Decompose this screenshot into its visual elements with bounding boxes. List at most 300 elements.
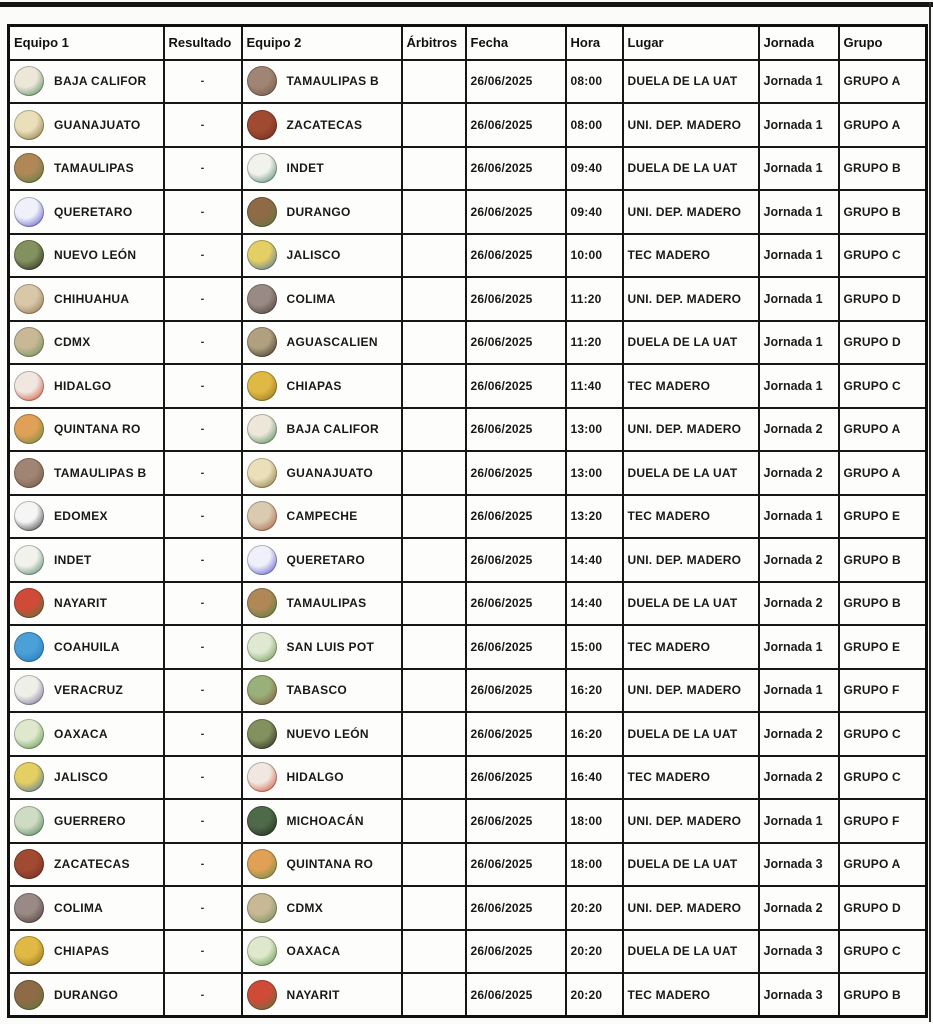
arbitros-cell: [402, 930, 466, 974]
team-name: GUANAJUATO: [54, 117, 141, 132]
grupo-cell: GRUPO F: [839, 799, 927, 843]
equipo2-cell: [242, 669, 402, 713]
lugar-cell: TEC MADERO: [623, 973, 759, 1017]
header-equipo2: Equipo 2: [242, 26, 402, 60]
hora-cell: 13:00: [566, 408, 623, 452]
hora-cell: 13:20: [566, 495, 623, 539]
fecha-cell: 26/06/2025: [466, 843, 566, 887]
team-name: BAJA CALIFOR: [286, 422, 379, 437]
team-name: COLIMA: [286, 291, 336, 306]
team-logo-icon: [247, 980, 277, 1010]
resultado-cell: -: [164, 582, 242, 626]
team-name: TAMAULIPAS: [54, 161, 134, 176]
table-row: [9, 103, 927, 147]
jornada-cell: Jornada 3: [759, 930, 839, 974]
team-logo-icon: [14, 936, 44, 966]
hora-cell: 20:20: [566, 886, 623, 930]
team-name: CAMPECHE: [286, 509, 358, 524]
arbitros-cell: [402, 538, 466, 582]
table-row: [9, 973, 927, 1017]
team-name: TABASCO: [286, 683, 348, 698]
team-logo-icon: [247, 501, 277, 531]
team-logo-icon: [247, 240, 277, 270]
team-name: CDMX: [54, 335, 91, 350]
team-logo-icon: [247, 893, 277, 923]
lugar-cell: UNI. DEP. MADERO: [623, 277, 759, 321]
team-name: COAHUILA: [54, 639, 120, 654]
team-name: CHIAPAS: [286, 378, 342, 393]
team-logo-icon: [14, 762, 44, 792]
team-logo-icon: [247, 153, 277, 183]
team-logo-icon: [14, 371, 44, 401]
hora-cell: 15:00: [566, 625, 623, 669]
team-name: BAJA CALIFOR: [54, 74, 147, 89]
equipo1-cell: [9, 843, 164, 887]
equipo1-cell: [9, 234, 164, 278]
equipo1-cell: [9, 799, 164, 843]
team-logo-icon: [247, 284, 277, 314]
jornada-cell: Jornada 2: [759, 538, 839, 582]
equipo1-cell: [9, 60, 164, 104]
team-name: OAXACA: [54, 726, 108, 741]
page-top-rule: [0, 2, 933, 7]
equipo1-cell: [9, 756, 164, 800]
team-logo-icon: [14, 980, 44, 1010]
table-row: [9, 799, 927, 843]
team-logo-icon: [247, 66, 277, 96]
grupo-cell: GRUPO D: [839, 321, 927, 365]
lugar-cell: DUELA DE LA UAT: [623, 930, 759, 974]
equipo2-cell: [242, 190, 402, 234]
equipo2-cell: [242, 451, 402, 495]
team-name: QUINTANA RO: [286, 857, 374, 872]
equipo2-cell: [242, 843, 402, 887]
jornada-cell: Jornada 1: [759, 669, 839, 713]
team-logo-icon: [247, 371, 277, 401]
equipo1-cell: [9, 147, 164, 191]
arbitros-cell: [402, 669, 466, 713]
lugar-cell: DUELA DE LA UAT: [623, 321, 759, 365]
hora-cell: 08:00: [566, 60, 623, 104]
team-logo-icon: [14, 501, 44, 531]
arbitros-cell: [402, 973, 466, 1017]
equipo1-cell: [9, 669, 164, 713]
jornada-cell: Jornada 1: [759, 625, 839, 669]
hora-cell: 20:20: [566, 930, 623, 974]
team-name: EDOMEX: [54, 509, 108, 524]
equipo2-cell: [242, 321, 402, 365]
fecha-cell: 26/06/2025: [466, 669, 566, 713]
team-name: NUEVO LEÓN: [54, 248, 137, 263]
arbitros-cell: [402, 147, 466, 191]
equipo1-cell: [9, 364, 164, 408]
lugar-cell: TEC MADERO: [623, 495, 759, 539]
hora-cell: 11:40: [566, 364, 623, 408]
equipo1-cell: [9, 190, 164, 234]
team-logo-icon: [247, 675, 277, 705]
team-name: AGUASCALIEN: [286, 335, 378, 350]
fecha-cell: 26/06/2025: [466, 756, 566, 800]
table-row: [9, 756, 927, 800]
fecha-cell: 26/06/2025: [466, 799, 566, 843]
header-jornada: Jornada: [759, 26, 839, 60]
team-logo-icon: [247, 849, 277, 879]
resultado-cell: -: [164, 190, 242, 234]
team-logo-icon: [14, 849, 44, 879]
equipo1-cell: [9, 930, 164, 974]
arbitros-cell: [402, 756, 466, 800]
resultado-cell: -: [164, 843, 242, 887]
equipo1-cell: [9, 973, 164, 1017]
lugar-cell: DUELA DE LA UAT: [623, 843, 759, 887]
table-row: [9, 321, 927, 365]
team-name: ZACATECAS: [54, 857, 130, 872]
jornada-cell: Jornada 2: [759, 408, 839, 452]
resultado-cell: -: [164, 930, 242, 974]
jornada-cell: Jornada 2: [759, 451, 839, 495]
resultado-cell: -: [164, 234, 242, 278]
team-logo-icon: [14, 545, 44, 575]
team-logo-icon: [14, 806, 44, 836]
hora-cell: 16:20: [566, 669, 623, 713]
fecha-cell: 26/06/2025: [466, 973, 566, 1017]
schedule-table-body: [9, 60, 927, 1017]
resultado-cell: -: [164, 538, 242, 582]
table-row: [9, 190, 927, 234]
hora-cell: 11:20: [566, 277, 623, 321]
team-name: GUANAJUATO: [286, 465, 374, 480]
team-name: INDET: [54, 552, 92, 567]
team-name: COLIMA: [54, 900, 104, 915]
header-equipo1: Equipo 1: [9, 26, 164, 60]
lugar-cell: TEC MADERO: [623, 364, 759, 408]
arbitros-cell: [402, 843, 466, 887]
team-logo-icon: [247, 458, 277, 488]
grupo-cell: GRUPO C: [839, 756, 927, 800]
team-logo-icon: [14, 153, 44, 183]
team-logo-icon: [14, 458, 44, 488]
lugar-cell: DUELA DE LA UAT: [623, 60, 759, 104]
resultado-cell: -: [164, 669, 242, 713]
equipo1-cell: [9, 451, 164, 495]
team-logo-icon: [247, 588, 277, 618]
fecha-cell: 26/06/2025: [466, 495, 566, 539]
match-schedule-table: [7, 24, 928, 1018]
hora-cell: 16:20: [566, 712, 623, 756]
equipo2-cell: [242, 930, 402, 974]
hora-cell: 09:40: [566, 190, 623, 234]
team-name: DURANGO: [286, 204, 351, 219]
team-logo-icon: [14, 240, 44, 270]
hora-cell: 14:40: [566, 582, 623, 626]
hora-cell: 20:20: [566, 973, 623, 1017]
header-arbitros: Árbitros: [402, 26, 466, 60]
fecha-cell: 26/06/2025: [466, 538, 566, 582]
equipo2-cell: [242, 625, 402, 669]
header-hora: Hora: [566, 26, 623, 60]
grupo-cell: GRUPO C: [839, 234, 927, 278]
resultado-cell: -: [164, 625, 242, 669]
team-name: QUINTANA RO: [54, 422, 141, 437]
team-name: NAYARIT: [54, 596, 108, 611]
table-row: [9, 538, 927, 582]
page-right-rule: [929, 2, 931, 1022]
fecha-cell: 26/06/2025: [466, 364, 566, 408]
grupo-cell: GRUPO A: [839, 103, 927, 147]
grupo-cell: GRUPO B: [839, 538, 927, 582]
arbitros-cell: [402, 60, 466, 104]
grupo-cell: GRUPO C: [839, 930, 927, 974]
arbitros-cell: [402, 799, 466, 843]
table-row: [9, 451, 927, 495]
table-row: [9, 712, 927, 756]
equipo1-cell: [9, 103, 164, 147]
table-row: [9, 277, 927, 321]
lugar-cell: UNI. DEP. MADERO: [623, 886, 759, 930]
grupo-cell: GRUPO B: [839, 973, 927, 1017]
team-logo-icon: [14, 66, 44, 96]
equipo1-cell: [9, 538, 164, 582]
arbitros-cell: [402, 886, 466, 930]
equipo2-cell: [242, 103, 402, 147]
team-name: QUERETARO: [286, 552, 365, 567]
fecha-cell: 26/06/2025: [466, 712, 566, 756]
resultado-cell: -: [164, 277, 242, 321]
hora-cell: 11:20: [566, 321, 623, 365]
grupo-cell: GRUPO B: [839, 147, 927, 191]
equipo2-cell: [242, 277, 402, 321]
table-row: [9, 886, 927, 930]
equipo2-cell: [242, 538, 402, 582]
fecha-cell: 26/06/2025: [466, 582, 566, 626]
team-name: JALISCO: [54, 770, 109, 785]
lugar-cell: UNI. DEP. MADERO: [623, 669, 759, 713]
fecha-cell: 26/06/2025: [466, 103, 566, 147]
lugar-cell: UNI. DEP. MADERO: [623, 799, 759, 843]
team-name: QUERETARO: [54, 204, 133, 219]
fecha-cell: 26/06/2025: [466, 930, 566, 974]
lugar-cell: UNI. DEP. MADERO: [623, 103, 759, 147]
equipo2-cell: [242, 408, 402, 452]
header-grupo: Grupo: [839, 26, 927, 60]
lugar-cell: UNI. DEP. MADERO: [623, 408, 759, 452]
jornada-cell: Jornada 1: [759, 321, 839, 365]
team-logo-icon: [14, 588, 44, 618]
team-logo-icon: [247, 197, 277, 227]
equipo2-cell: [242, 364, 402, 408]
jornada-cell: Jornada 2: [759, 886, 839, 930]
lugar-cell: TEC MADERO: [623, 234, 759, 278]
team-logo-icon: [247, 806, 277, 836]
resultado-cell: -: [164, 712, 242, 756]
header-fecha: Fecha: [466, 26, 566, 60]
table-row: [9, 625, 927, 669]
jornada-cell: Jornada 1: [759, 60, 839, 104]
grupo-cell: GRUPO B: [839, 582, 927, 626]
fecha-cell: 26/06/2025: [466, 60, 566, 104]
equipo1-cell: [9, 582, 164, 626]
equipo1-cell: [9, 886, 164, 930]
team-logo-icon: [247, 719, 277, 749]
jornada-cell: Jornada 1: [759, 103, 839, 147]
jornada-cell: Jornada 2: [759, 756, 839, 800]
equipo1-cell: [9, 321, 164, 365]
equipo1-cell: [9, 625, 164, 669]
arbitros-cell: [402, 364, 466, 408]
grupo-cell: GRUPO D: [839, 277, 927, 321]
team-logo-icon: [247, 327, 277, 357]
table-row: [9, 582, 927, 626]
equipo2-cell: [242, 886, 402, 930]
equipo2-cell: [242, 234, 402, 278]
jornada-cell: Jornada 1: [759, 364, 839, 408]
team-logo-icon: [247, 545, 277, 575]
header-row: [9, 26, 927, 60]
grupo-cell: GRUPO A: [839, 451, 927, 495]
equipo2-cell: [242, 712, 402, 756]
grupo-cell: GRUPO B: [839, 190, 927, 234]
jornada-cell: Jornada 2: [759, 712, 839, 756]
hora-cell: 13:00: [566, 451, 623, 495]
resultado-cell: -: [164, 799, 242, 843]
hora-cell: 18:00: [566, 843, 623, 887]
team-logo-icon: [14, 893, 44, 923]
arbitros-cell: [402, 277, 466, 321]
hora-cell: 09:40: [566, 147, 623, 191]
team-logo-icon: [14, 110, 44, 140]
team-name: OAXACA: [286, 944, 341, 959]
team-logo-icon: [247, 632, 277, 662]
lugar-cell: UNI. DEP. MADERO: [623, 538, 759, 582]
team-logo-icon: [247, 414, 277, 444]
resultado-cell: -: [164, 321, 242, 365]
jornada-cell: Jornada 3: [759, 973, 839, 1017]
arbitros-cell: [402, 625, 466, 669]
equipo1-cell: [9, 495, 164, 539]
grupo-cell: GRUPO A: [839, 60, 927, 104]
equipo2-cell: [242, 495, 402, 539]
team-name: JALISCO: [286, 248, 341, 263]
team-logo-icon: [14, 327, 44, 357]
equipo2-cell: [242, 582, 402, 626]
header-resultado: Resultado: [164, 26, 242, 60]
equipo2-cell: [242, 973, 402, 1017]
team-name: HIDALGO: [54, 378, 112, 393]
jornada-cell: Jornada 1: [759, 190, 839, 234]
team-name: TAMAULIPAS B: [54, 465, 147, 480]
resultado-cell: -: [164, 886, 242, 930]
arbitros-cell: [402, 582, 466, 626]
jornada-cell: Jornada 2: [759, 582, 839, 626]
arbitros-cell: [402, 495, 466, 539]
table-row: [9, 408, 927, 452]
jornada-cell: Jornada 1: [759, 147, 839, 191]
team-logo-icon: [14, 284, 44, 314]
team-name: CDMX: [286, 900, 324, 915]
team-name: CHIAPAS: [54, 944, 110, 959]
header-lugar: Lugar: [623, 26, 759, 60]
equipo1-cell: [9, 712, 164, 756]
table-row: [9, 843, 927, 887]
lugar-cell: DUELA DE LA UAT: [623, 712, 759, 756]
table-row: [9, 930, 927, 974]
grupo-cell: GRUPO E: [839, 625, 927, 669]
team-name: INDET: [286, 161, 324, 176]
fecha-cell: 26/06/2025: [466, 277, 566, 321]
jornada-cell: Jornada 3: [759, 843, 839, 887]
team-name: NUEVO LEÓN: [286, 726, 369, 741]
resultado-cell: -: [164, 364, 242, 408]
hora-cell: 10:00: [566, 234, 623, 278]
team-name: HIDALGO: [286, 770, 344, 785]
jornada-cell: Jornada 1: [759, 277, 839, 321]
team-name: DURANGO: [54, 987, 119, 1002]
team-logo-icon: [14, 719, 44, 749]
fecha-cell: 26/06/2025: [466, 234, 566, 278]
team-logo-icon: [14, 675, 44, 705]
resultado-cell: -: [164, 103, 242, 147]
resultado-cell: -: [164, 973, 242, 1017]
hora-cell: 08:00: [566, 103, 623, 147]
jornada-cell: Jornada 1: [759, 234, 839, 278]
fecha-cell: 26/06/2025: [466, 625, 566, 669]
hora-cell: 16:40: [566, 756, 623, 800]
table-row: [9, 669, 927, 713]
fecha-cell: 26/06/2025: [466, 321, 566, 365]
team-logo-icon: [14, 197, 44, 227]
resultado-cell: -: [164, 147, 242, 191]
team-logo-icon: [247, 936, 277, 966]
fecha-cell: 26/06/2025: [466, 451, 566, 495]
team-name: TAMAULIPAS B: [286, 74, 379, 89]
lugar-cell: UNI. DEP. MADERO: [623, 190, 759, 234]
fecha-cell: 26/06/2025: [466, 190, 566, 234]
resultado-cell: -: [164, 495, 242, 539]
arbitros-cell: [402, 321, 466, 365]
team-name: MICHOACÁN: [286, 813, 364, 828]
hora-cell: 14:40: [566, 538, 623, 582]
fecha-cell: 26/06/2025: [466, 147, 566, 191]
resultado-cell: -: [164, 451, 242, 495]
equipo1-cell: [9, 408, 164, 452]
team-name: TAMAULIPAS: [286, 596, 367, 611]
team-name: GUERRERO: [54, 813, 126, 828]
arbitros-cell: [402, 712, 466, 756]
jornada-cell: Jornada 1: [759, 799, 839, 843]
fecha-cell: 26/06/2025: [466, 408, 566, 452]
table-row: [9, 364, 927, 408]
table-row: [9, 147, 927, 191]
resultado-cell: -: [164, 408, 242, 452]
arbitros-cell: [402, 103, 466, 147]
arbitros-cell: [402, 234, 466, 278]
grupo-cell: GRUPO D: [839, 886, 927, 930]
equipo2-cell: [242, 60, 402, 104]
lugar-cell: TEC MADERO: [623, 756, 759, 800]
grupo-cell: GRUPO A: [839, 408, 927, 452]
grupo-cell: GRUPO C: [839, 712, 927, 756]
team-logo-icon: [247, 110, 277, 140]
resultado-cell: -: [164, 756, 242, 800]
lugar-cell: TEC MADERO: [623, 625, 759, 669]
lugar-cell: DUELA DE LA UAT: [623, 451, 759, 495]
table-row: [9, 60, 927, 104]
equipo1-cell: [9, 277, 164, 321]
lugar-cell: DUELA DE LA UAT: [623, 582, 759, 626]
team-name: ZACATECAS: [286, 117, 363, 132]
team-name: SAN LUIS POT: [286, 639, 375, 654]
team-name: NAYARIT: [286, 987, 340, 1002]
